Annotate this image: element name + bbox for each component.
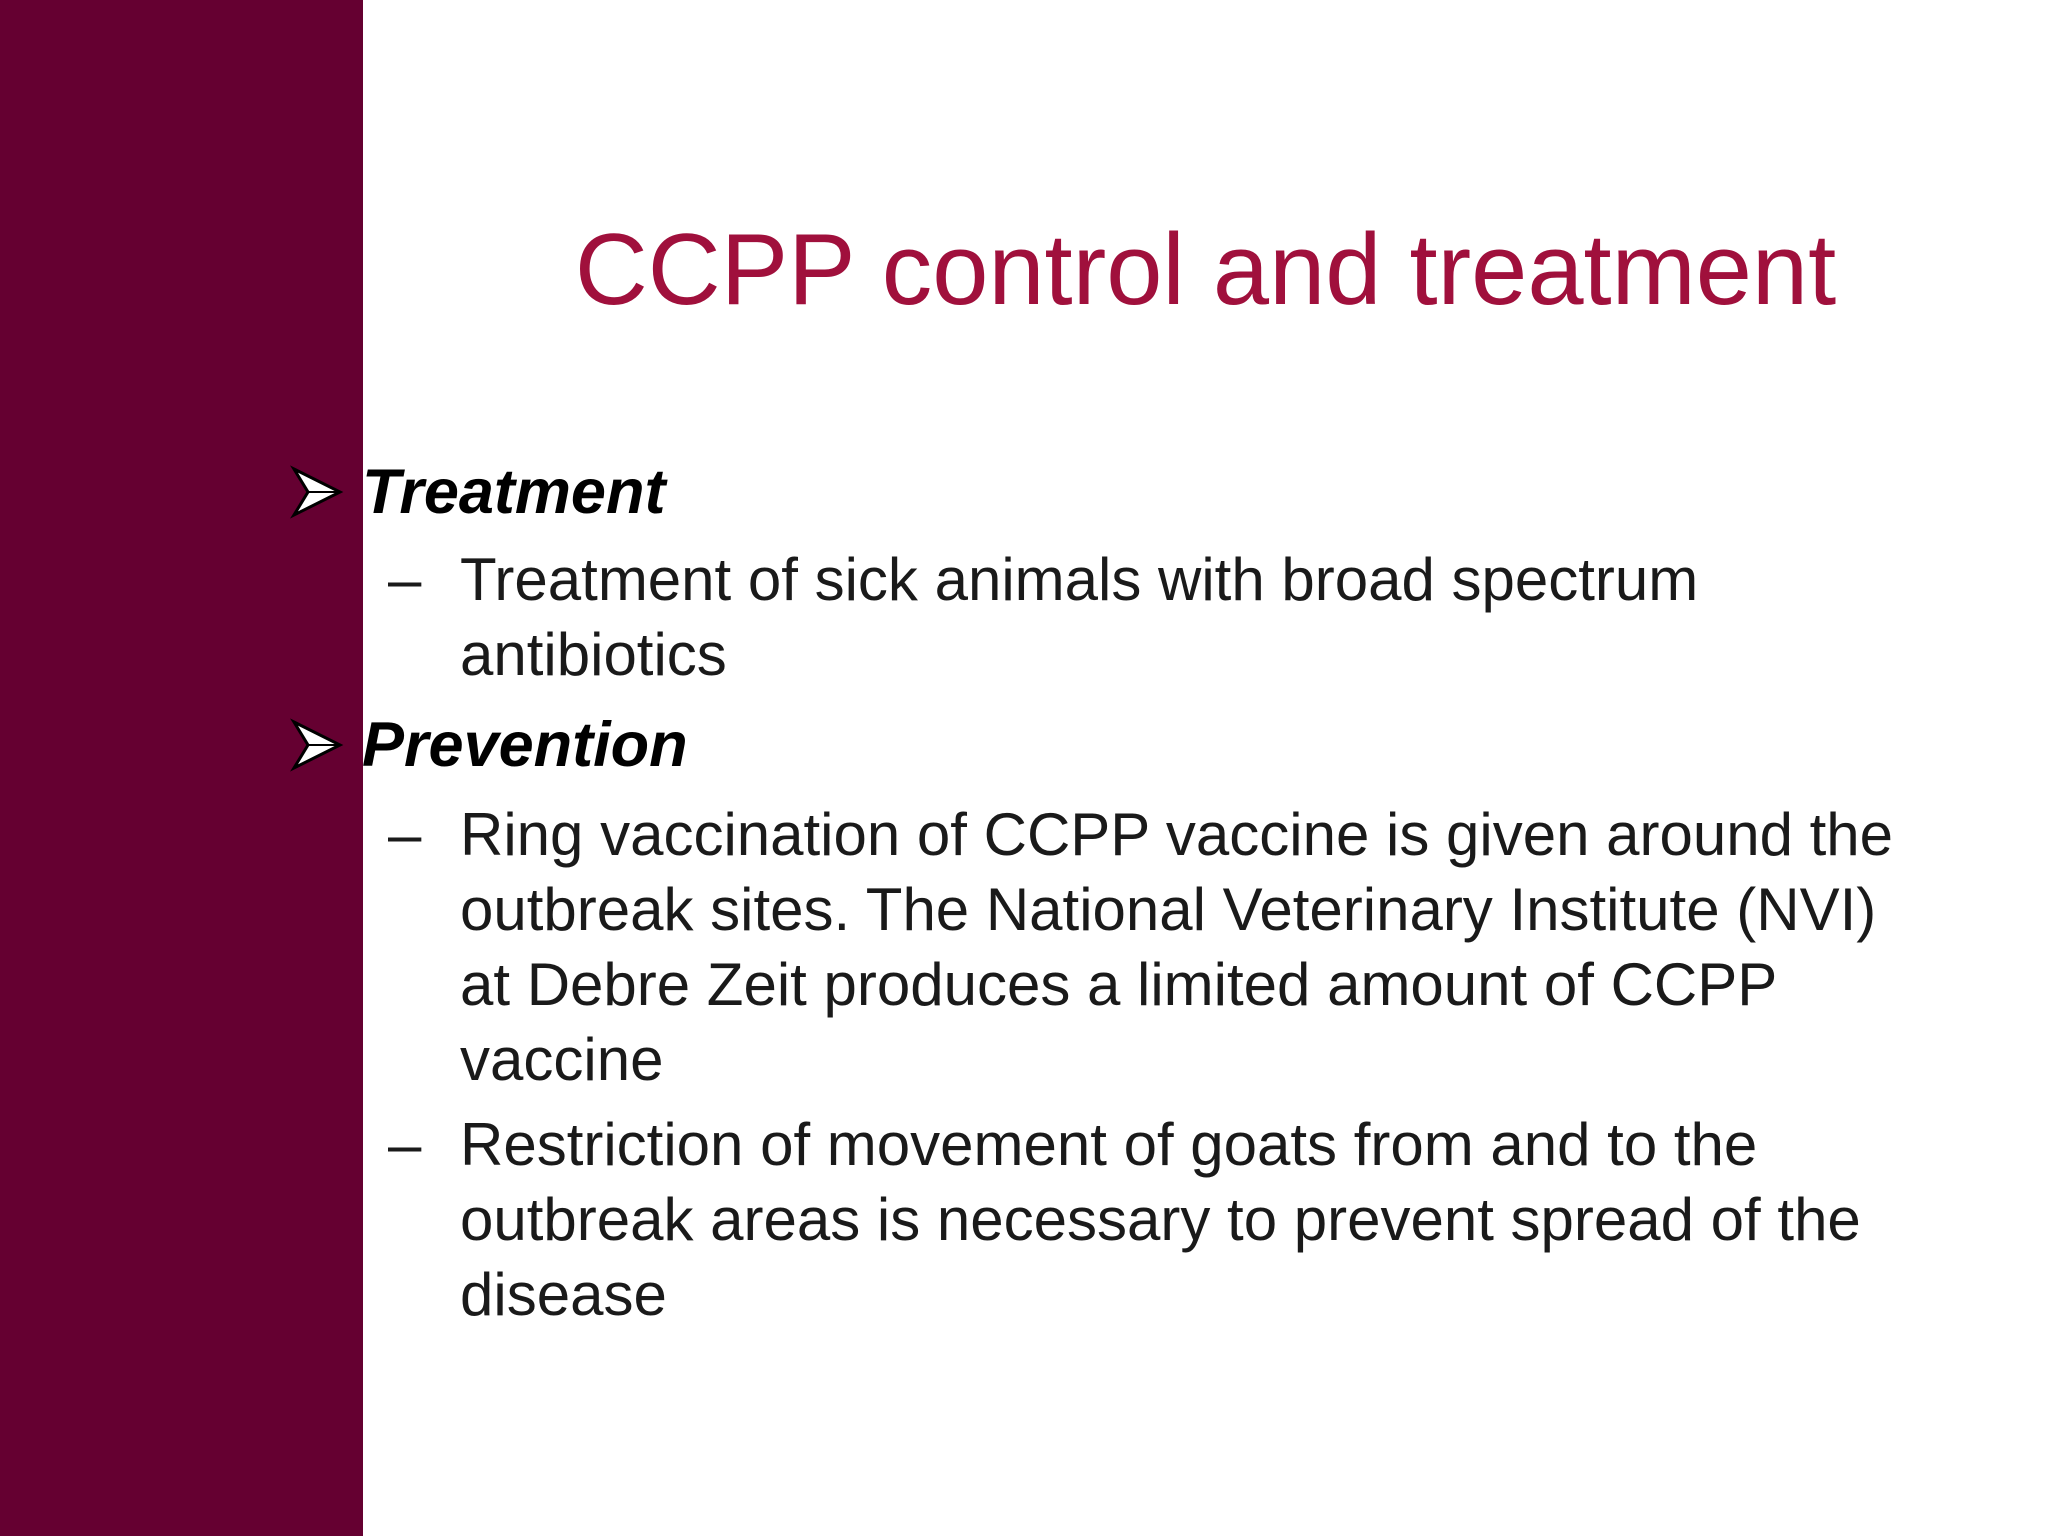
dash-bullet: – [388, 1111, 422, 1178]
arrowhead-bullet-icon [290, 718, 344, 772]
arrowhead-bullet-icon [290, 465, 344, 519]
section-heading: Prevention [362, 710, 688, 780]
list-item [388, 797, 1948, 1097]
list-item-text: Treatment of sick animals with broad spectrum antibiotics [460, 546, 1699, 688]
list-item-text: Ring vaccination of CCPP vaccine is given around the outbreak sites. The National Veterinary Institute (NVI) at Debre Zeit produces a limited amount of CCPP vaccine [460, 801, 1894, 1093]
section-heading: Treatment [362, 457, 666, 527]
dash-bullet: – [388, 546, 422, 613]
section-treatment [290, 452, 665, 532]
list-item-text: Restriction of movement of goats from and to the outbreak areas is necessary to prevent spread of the disease [460, 1111, 1861, 1328]
slide-title: CCPP control and treatment [574, 214, 1837, 326]
list-item [388, 1107, 1948, 1332]
list-item [388, 542, 1948, 692]
dash-bullet: – [388, 801, 422, 868]
section-prevention [290, 705, 688, 785]
